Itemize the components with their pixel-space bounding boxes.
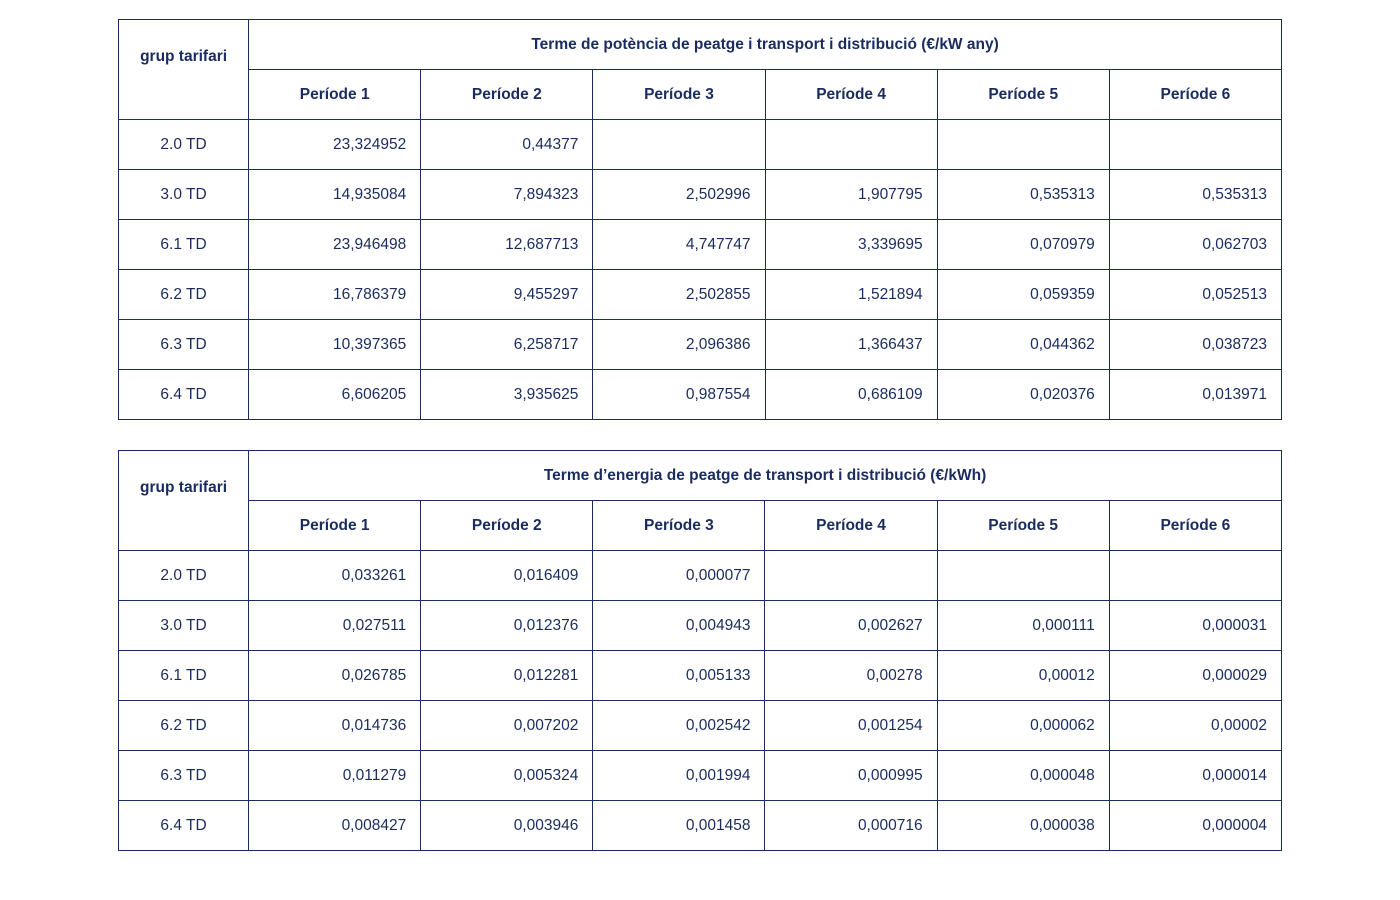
tariff-group-cell: 6.2 TD: [119, 270, 249, 320]
group-column-header: grup tarifari: [119, 20, 249, 120]
period-header: Període 4: [765, 501, 937, 551]
value-cell: 0,44377: [421, 120, 593, 170]
value-cell: 0,000048: [937, 751, 1109, 801]
value-cell: 3,339695: [765, 220, 937, 270]
value-cell: 0,062703: [1109, 220, 1281, 270]
value-cell: 0,007202: [421, 701, 593, 751]
value-cell: 0,003946: [421, 801, 593, 851]
value-cell: 0,000995: [765, 751, 937, 801]
tariff-group-cell: 3.0 TD: [119, 601, 249, 651]
tariff-group-cell: 6.2 TD: [119, 701, 249, 751]
energy-term-table: [118, 450, 1282, 851]
period-header: Període 2: [421, 70, 593, 120]
period-header: Període 1: [249, 70, 421, 120]
value-cell: 0,987554: [593, 370, 765, 420]
period-header-row: [119, 501, 1282, 551]
value-cell: 2,096386: [593, 320, 765, 370]
value-cell: 0,000038: [937, 801, 1109, 851]
value-cell: 0,044362: [937, 320, 1109, 370]
value-cell: 0,012376: [421, 601, 593, 651]
value-cell: 0,005133: [593, 651, 765, 701]
value-cell: 0,000077: [593, 551, 765, 601]
period-header: Període 3: [593, 70, 765, 120]
value-cell: 0,020376: [937, 370, 1109, 420]
value-cell: 0,535313: [937, 170, 1109, 220]
value-cell: 6,258717: [421, 320, 593, 370]
period-header: Període 3: [593, 501, 765, 551]
table-title: Terme de potència de peatge i transport i distribució (€/kW any): [249, 20, 1282, 70]
table-title: Terme d’energia de peatge de transport i distribució (€/kWh): [249, 451, 1282, 501]
period-header: Període 6: [1109, 501, 1281, 551]
value-cell: 7,894323: [421, 170, 593, 220]
value-cell: 6,606205: [249, 370, 421, 420]
group-column-header: grup tarifari: [119, 451, 249, 551]
table-row: [119, 370, 1282, 420]
value-cell: 0,001254: [765, 701, 937, 751]
period-header: Període 5: [937, 70, 1109, 120]
period-header: Període 4: [765, 70, 937, 120]
power-term-table: [118, 19, 1282, 420]
period-header: Període 1: [249, 501, 421, 551]
tariff-group-cell: 6.1 TD: [119, 220, 249, 270]
value-cell: [1109, 120, 1281, 170]
table-row: [119, 120, 1282, 170]
period-header-row: [119, 70, 1282, 120]
value-cell: 14,935084: [249, 170, 421, 220]
value-cell: 0,001994: [593, 751, 765, 801]
value-cell: 0,016409: [421, 551, 593, 601]
value-cell: 2,502855: [593, 270, 765, 320]
tariff-group-cell: 2.0 TD: [119, 551, 249, 601]
value-cell: 0,000031: [1109, 601, 1281, 651]
table-row: [119, 651, 1282, 701]
value-cell: 0,005324: [421, 751, 593, 801]
value-cell: 23,324952: [249, 120, 421, 170]
value-cell: 0,004943: [593, 601, 765, 651]
table-body: [119, 120, 1282, 420]
value-cell: 0,011279: [249, 751, 421, 801]
value-cell: 0,008427: [249, 801, 421, 851]
value-cell: 0,686109: [765, 370, 937, 420]
table-row: [119, 801, 1282, 851]
value-cell: 0,013971: [1109, 370, 1281, 420]
value-cell: 0,027511: [249, 601, 421, 651]
period-header: Període 6: [1109, 70, 1281, 120]
value-cell: 0,002627: [765, 601, 937, 651]
period-header: Període 2: [421, 501, 593, 551]
value-cell: 0,00002: [1109, 701, 1281, 751]
tariff-group-cell: 6.1 TD: [119, 651, 249, 701]
value-cell: 0,000029: [1109, 651, 1281, 701]
value-cell: [1109, 551, 1281, 601]
table-row: [119, 551, 1282, 601]
table-row: [119, 220, 1282, 270]
tariff-group-cell: 3.0 TD: [119, 170, 249, 220]
tariff-group-cell: 6.4 TD: [119, 801, 249, 851]
value-cell: 0,070979: [937, 220, 1109, 270]
value-cell: 0,00012: [937, 651, 1109, 701]
value-cell: 0,002542: [593, 701, 765, 751]
tariff-group-cell: 6.4 TD: [119, 370, 249, 420]
value-cell: 0,000716: [765, 801, 937, 851]
value-cell: 10,397365: [249, 320, 421, 370]
value-cell: [593, 120, 765, 170]
value-cell: 0,052513: [1109, 270, 1281, 320]
value-cell: 1,907795: [765, 170, 937, 220]
value-cell: 2,502996: [593, 170, 765, 220]
value-cell: 9,455297: [421, 270, 593, 320]
value-cell: 1,521894: [765, 270, 937, 320]
table-row: [119, 320, 1282, 370]
value-cell: 0,001458: [593, 801, 765, 851]
value-cell: 0,059359: [937, 270, 1109, 320]
table-row: [119, 270, 1282, 320]
value-cell: [937, 120, 1109, 170]
value-cell: 0,000111: [937, 601, 1109, 651]
value-cell: 0,038723: [1109, 320, 1281, 370]
table-row: [119, 601, 1282, 651]
value-cell: 0,000014: [1109, 751, 1281, 801]
tariff-group-cell: 6.3 TD: [119, 320, 249, 370]
value-cell: [765, 120, 937, 170]
value-cell: 0,014736: [249, 701, 421, 751]
period-header: Període 5: [937, 501, 1109, 551]
value-cell: 0,000062: [937, 701, 1109, 751]
value-cell: 12,687713: [421, 220, 593, 270]
value-cell: 0,012281: [421, 651, 593, 701]
value-cell: [765, 551, 937, 601]
table-row: [119, 170, 1282, 220]
table-row: [119, 701, 1282, 751]
table-row: [119, 751, 1282, 801]
value-cell: 23,946498: [249, 220, 421, 270]
table-header-row: [119, 451, 1282, 501]
value-cell: 0,000004: [1109, 801, 1281, 851]
value-cell: [937, 551, 1109, 601]
value-cell: 16,786379: [249, 270, 421, 320]
table-body: [119, 551, 1282, 851]
value-cell: 3,935625: [421, 370, 593, 420]
value-cell: 0,535313: [1109, 170, 1281, 220]
value-cell: 4,747747: [593, 220, 765, 270]
table-header-row: [119, 20, 1282, 70]
tariff-group-cell: 2.0 TD: [119, 120, 249, 170]
value-cell: 0,00278: [765, 651, 937, 701]
value-cell: 0,026785: [249, 651, 421, 701]
tariff-group-cell: 6.3 TD: [119, 751, 249, 801]
value-cell: 0,033261: [249, 551, 421, 601]
value-cell: 1,366437: [765, 320, 937, 370]
